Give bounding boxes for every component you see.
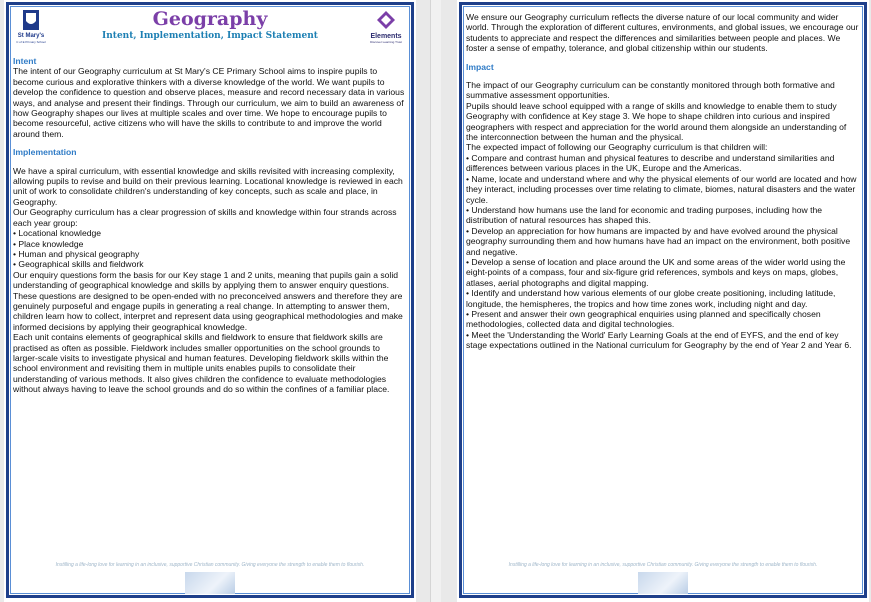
page-footer-motto: Instilling a life-long love for learning in an inclusive, supportive Christian community. Giving everyone the strength to enable them to flourish. [508,562,818,568]
impact-paragraph-3: The expected impact of following our Geography curriculum is that children will: [466,142,768,153]
intent-paragraph: The intent of our Geography curriculum at St Mary's CE Primary School aims to inspire pupils to become curious and explorative thinkers with a diverse knowledge of the world. We want pupils to develop the confidence to question and observe places, measure and record necessary data in various ways, and analyse and present their findings. Through our curriculum, we aim to build an awareness of how Geography shapes our lives at multiple scales and over time. We hope to encourage pupils to become resourceful, active citizens who will have the skills to contribute to and improve the world around them. [13,66,405,139]
impact-paragraph-1: The impact of our Geography curriculum can be constantly monitored through both formative and summative assessment opportunities. [466,80,835,101]
strands-list [13,228,407,270]
implementation-paragraph-2: Our Geography curriculum has a clear progression of skills and knowledge within four strands across each year group: [13,207,397,228]
list-item: • Place knowledge [13,239,407,249]
elements-logo-subtext: Discover Learning Trust [370,40,402,44]
list-item: • Understand how humans use the land for economic and trading purposes, including how the distribution of natural resources has shaped this. [466,205,860,226]
footer-badge-image [638,572,688,594]
list-item: • Present and answer their own geographical enquiries using planned and specifically chosen methodologies, collected data and digital technologies. [466,309,860,330]
viewer-gutter [430,0,441,602]
footer-badge-image [185,572,235,594]
impact-paragraph-2: Pupils should leave school equipped with a range of skills and knowledge to enable them to study Geography with confidence at Key stage 3. We hope to shape children into curious and inspired geographers with respect and appreciation for the world around them alongside an understanding of the interconnection between the human and the physical. [466,100,847,143]
implementation-heading: Implementation [13,147,77,158]
intent-heading: Intent [13,56,37,66]
list-item: • Compare and contrast human and physical features to describe and understand similarities and differences between various places in the UK, Europe and the Americas. [466,153,860,174]
elements-logo-text: Elements [370,33,402,40]
page-footer-motto: Instilling a life-long love for learning in an inclusive, supportive Christian community. Giving everyone the strength to enable them to flourish. [55,562,365,568]
list-item: • Geographical skills and fieldwork [13,259,407,269]
list-item: • Develop an appreciation for how humans are impacted by and have evolved around the physical geography surrounding them and how humans have had an impact on the environment, both positive and negative. [466,226,860,257]
document-subtitle: Intent, Implementation, Impact Statement [102,31,318,41]
outcomes-list [466,153,860,351]
implementation-paragraph-1: We have a spiral curriculum, with essential knowledge and skills revisited with increasing complexity, allowing pupils to revise and build on their previous learning. Locational knowledge is reviewed in each unit of work to consolidate children's understanding of key concepts, such as scale and place, in Geography. [13,165,403,207]
implementation-paragraph-4: Each unit contains elements of geographical skills and fieldwork to ensure that fieldwork skills are practised as often as possible. Fieldwork includes smaller opportunities on the school grounds to larger-scale visits to investigate physical and human features. Developing fieldwork skills within the school environment and revisiting them in multiple units enables pupils to consolidate their understanding of various methods. It also gives children the confidence to evaluate methodologies without always having to leave the school grounds and do so within the confines of a familiar place. [13,332,390,395]
list-item: • Locational knowledge [13,228,407,238]
school-logo-subtext: C of E Primary School [16,40,46,44]
school-logo-text: St Mary's [17,33,45,39]
implementation-paragraph-3: Our enquiry questions form the basis for our Key stage 1 and 2 units, meaning that pupils gain a solid understanding of geographical knowledge and skills by applying them to answer enquiry questions. These questions are designed to be open-ended with no preconceived answers and therefore they are genuinely purposeful and engage pupils in generating a real change. In attempting to answer them, children learn how to collect, interpret and represent data using geographical methodologies and make informed decisions by applying their geographical knowledge. [13,269,403,332]
diversity-paragraph: We ensure our Geography curriculum reflects the diverse nature of our local community and wider world. Through the exploration of different cultures, environments, and global issues, we encourage our students to appreciate and respect the differences and similarities between people and places. We foster a sense of empathy, tolerance, and global citizenship within our students. [466,12,859,54]
document-page-1 [4,0,416,602]
list-item: • Identify and understand how various elements of our globe create positioning, including latitude, longitude, the hemispheres, the tropics and how time zones work, including night and day. [466,288,860,309]
document-title: Geography [152,8,268,30]
list-item: • Meet the 'Understanding the World' Early Learning Goals at the end of EYFS, and the end of key stage expectations outlined in the National curriculum for Geography by the end of Year 2 and Year 6. [466,330,860,351]
list-item: • Develop a sense of location and place around the UK and some areas of the wider world using the eight-points of a compass, four and six-figure grid references, symbols and keys on maps, globes, atlases, aerial photographs and digital mapping. [466,257,860,288]
document-page-2 [457,0,869,602]
page1-content [13,8,407,395]
impact-heading: Impact [466,61,494,72]
page2-content [466,12,860,351]
list-item: • Name, locate and understand where and why the physical elements of our world are located and how they interact, including processes over time relating to climate, biomes, natural disasters and the water cycle. [466,174,860,205]
list-item: • Human and physical geography [13,249,407,259]
